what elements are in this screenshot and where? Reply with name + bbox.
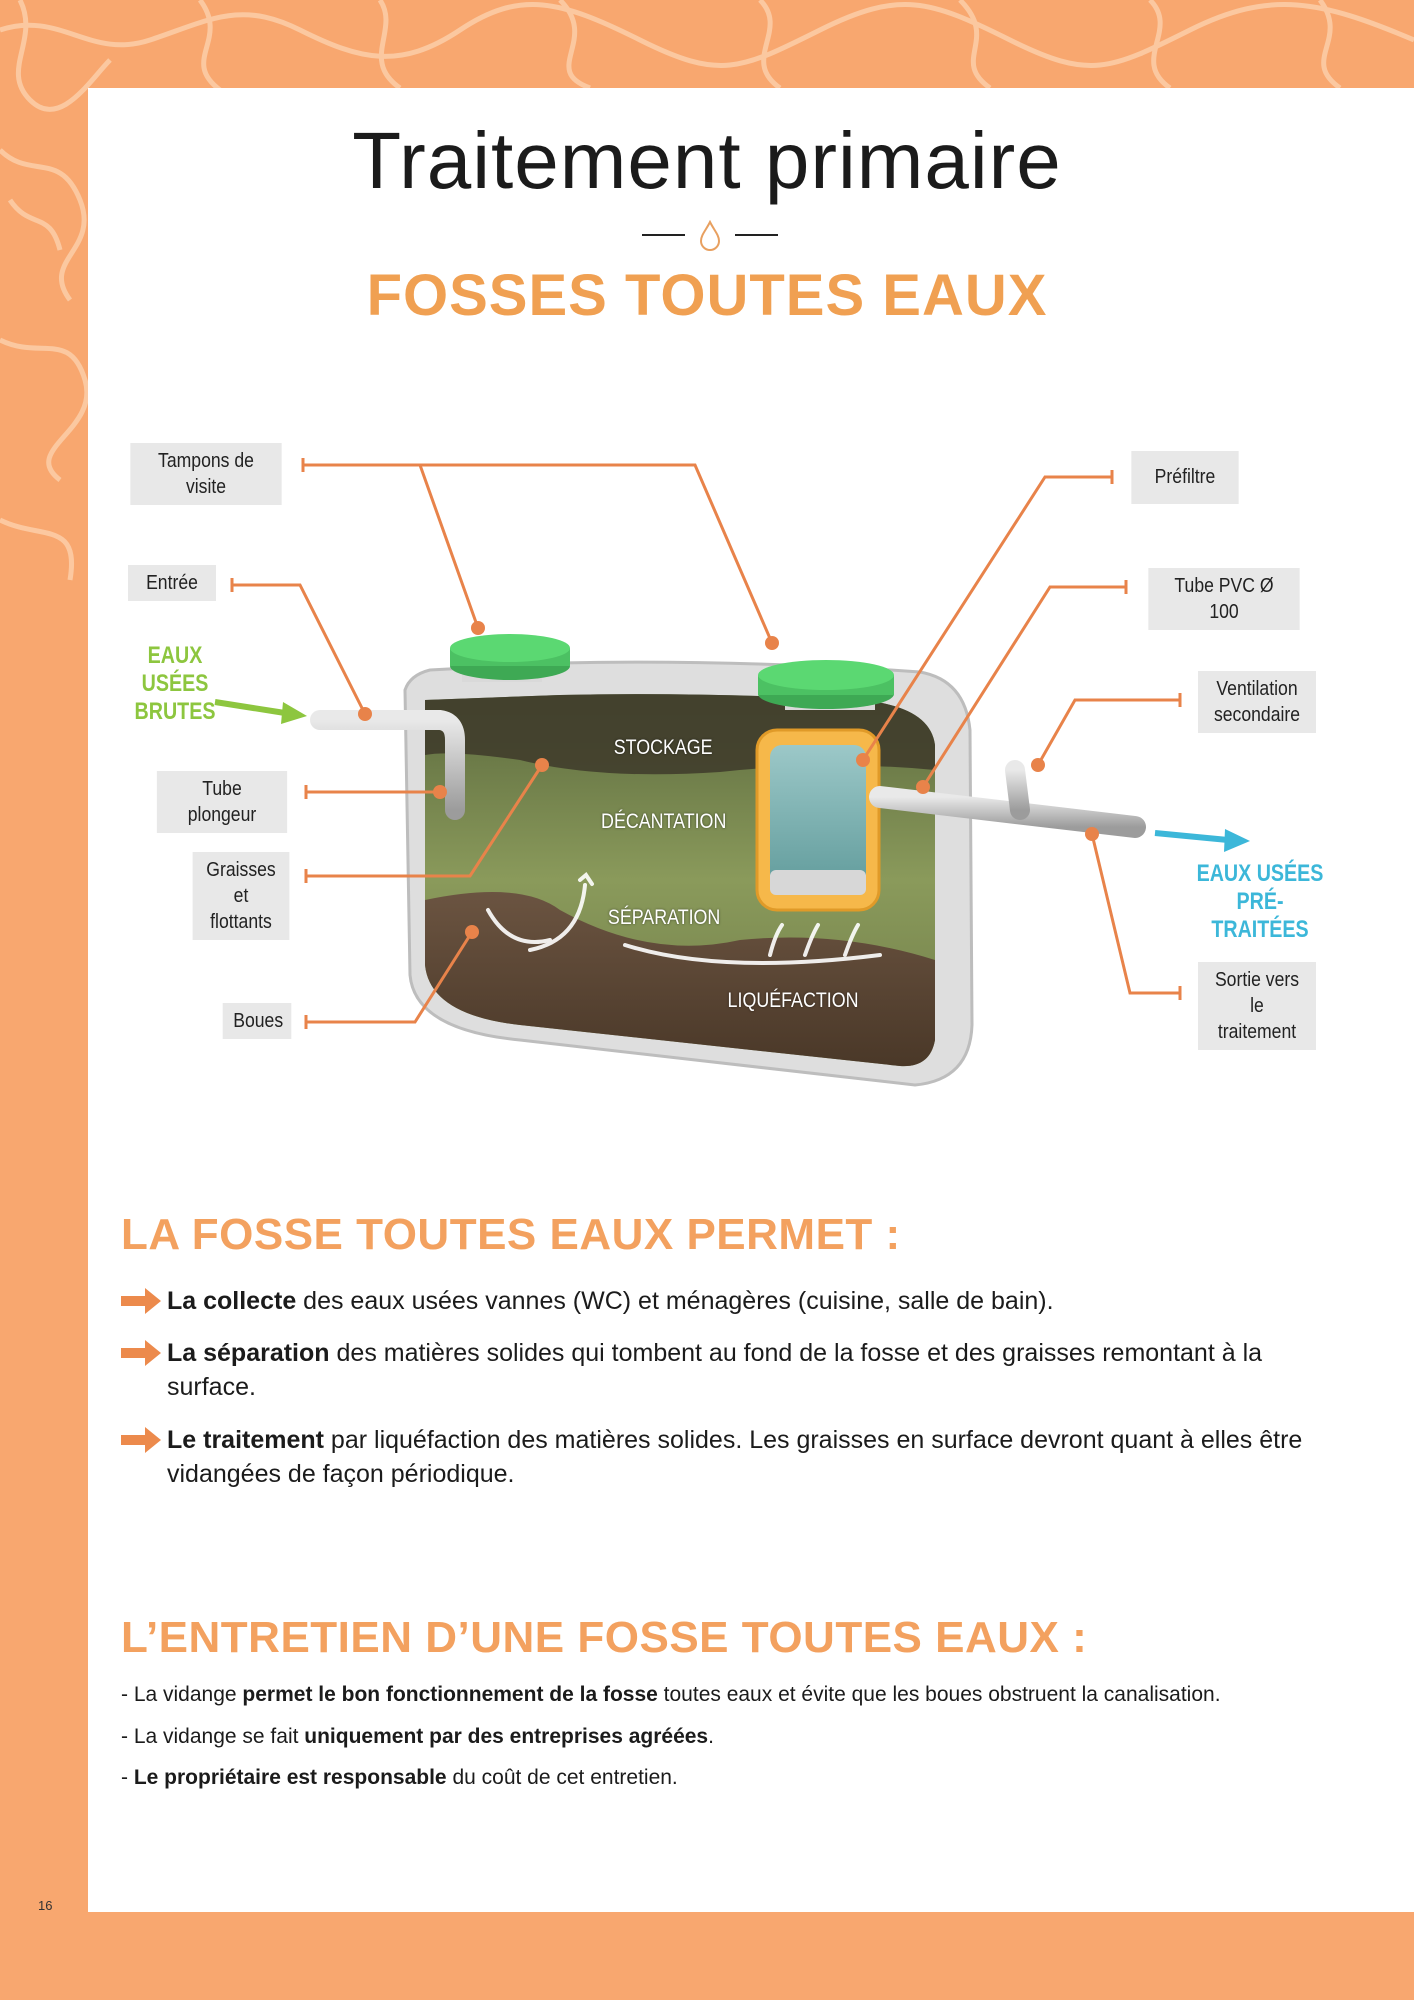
- entretien-3c: du coût de cet entretien.: [446, 1766, 678, 1789]
- label-graisses-flottants: [193, 852, 290, 940]
- label-graisses-line1: Graisses et: [206, 859, 276, 907]
- label-tube-pvc: Tube PVC Ø 100: [1148, 568, 1299, 630]
- bullet-collecte-rest: des eaux usées vannes (WC) et ménagères (cuisine, salle de bain).: [296, 1287, 1054, 1315]
- bullet-traitement-rest: par liquéfaction des matières solides. Les graisses en surface devront quant à elles être vidangées de façon périodique.: [167, 1426, 1303, 1488]
- label-sortie-line1: Sortie vers le: [1214, 969, 1300, 1017]
- pretraitees-line2: PRÉ-TRAITÉES: [1211, 888, 1309, 943]
- arrow-right-icon: [121, 1340, 161, 1366]
- entretien-2c: .: [708, 1725, 714, 1748]
- label-tampons-de-visite: Tampons de visite: [130, 443, 281, 505]
- zone-separation: SÉPARATION: [607, 906, 721, 929]
- page-title: Traitement primaire: [352, 116, 1062, 205]
- entretien-2b: uniquement par des entreprises agréées: [304, 1725, 709, 1748]
- bullet-separation-text: [167, 1336, 1331, 1404]
- label-prefiltre: Préfiltre: [1131, 451, 1238, 504]
- bullet-separation-rest: des matières solides qui tombent au fond de la fosse et des graisses remontant à la surface.: [167, 1339, 1263, 1401]
- entretien-1a: - La vidange: [121, 1683, 243, 1706]
- bullet-traitement-bold: Le traitement: [167, 1426, 324, 1454]
- label-ventilation-line2: secondaire: [1213, 704, 1301, 726]
- entretien-1c: toutes eaux et évite que les boues obstruent la canalisation.: [657, 1683, 1221, 1706]
- entretien-line-3: [121, 1766, 678, 1790]
- label-eaux-usees-brutes: [122, 642, 229, 726]
- bullet-collecte-bold: La collecte: [167, 1287, 297, 1315]
- entretien-3a: -: [121, 1766, 134, 1789]
- label-sortie-line2: traitement: [1217, 1021, 1297, 1043]
- label-tube-plongeur: Tube plongeur: [157, 771, 287, 833]
- tampon-lid-right: [758, 660, 894, 710]
- entretien-1b: permet le bon fonctionnement de la fosse: [242, 1683, 658, 1706]
- heading-fosse-permet: LA FOSSE TOUTES EAUX PERMET :: [121, 1210, 901, 1259]
- arrow-right-icon: [121, 1427, 161, 1453]
- bullet-collecte-text: [167, 1284, 1331, 1318]
- label-sortie-traitement: [1198, 962, 1316, 1050]
- zone-stockage: STOCKAGE: [613, 736, 713, 759]
- page-subtitle: FOSSES TOUTES EAUX: [366, 263, 1048, 328]
- arrow-right-icon: [121, 1288, 161, 1314]
- tank-shell: [405, 662, 972, 1085]
- entretien-line-2: [121, 1725, 714, 1749]
- bullet-traitement: [121, 1423, 1331, 1491]
- tampon-lid-left: [450, 634, 570, 682]
- page-number: 16: [38, 1898, 53, 1913]
- bullet-collecte: [121, 1284, 1331, 1318]
- blue-outflow-arrow: [1155, 829, 1250, 852]
- brutes-line2: BRUTES: [134, 698, 216, 725]
- brutes-line1: EAUX USÉES: [141, 642, 209, 697]
- label-ventilation-secondaire: [1198, 671, 1316, 733]
- label-entree: Entrée: [128, 565, 216, 601]
- label-boues: Boues: [223, 1003, 292, 1039]
- label-graisses-line2: flottants: [210, 911, 272, 933]
- bullet-separation: [121, 1336, 1331, 1404]
- entretien-2a: - La vidange se fait: [121, 1725, 305, 1748]
- heading-entretien: L’ENTRETIEN D’UNE FOSSE TOUTES EAUX :: [121, 1613, 1088, 1662]
- label-eaux-usees-pretraitees: [1194, 860, 1325, 944]
- bullet-separation-bold: La séparation: [167, 1339, 330, 1367]
- zone-liquefaction: LIQUÉFACTION: [727, 989, 859, 1012]
- bullet-traitement-text: [167, 1423, 1331, 1491]
- zone-decantation: DÉCANTATION: [601, 810, 727, 833]
- pretraitees-line1: EAUX USÉES: [1196, 860, 1324, 887]
- entretien-line-1: [121, 1683, 1221, 1707]
- entretien-3b: Le propriétaire est responsable: [133, 1766, 447, 1789]
- label-ventilation-line1: Ventilation: [1216, 678, 1298, 700]
- green-inflow-arrow: [215, 702, 307, 724]
